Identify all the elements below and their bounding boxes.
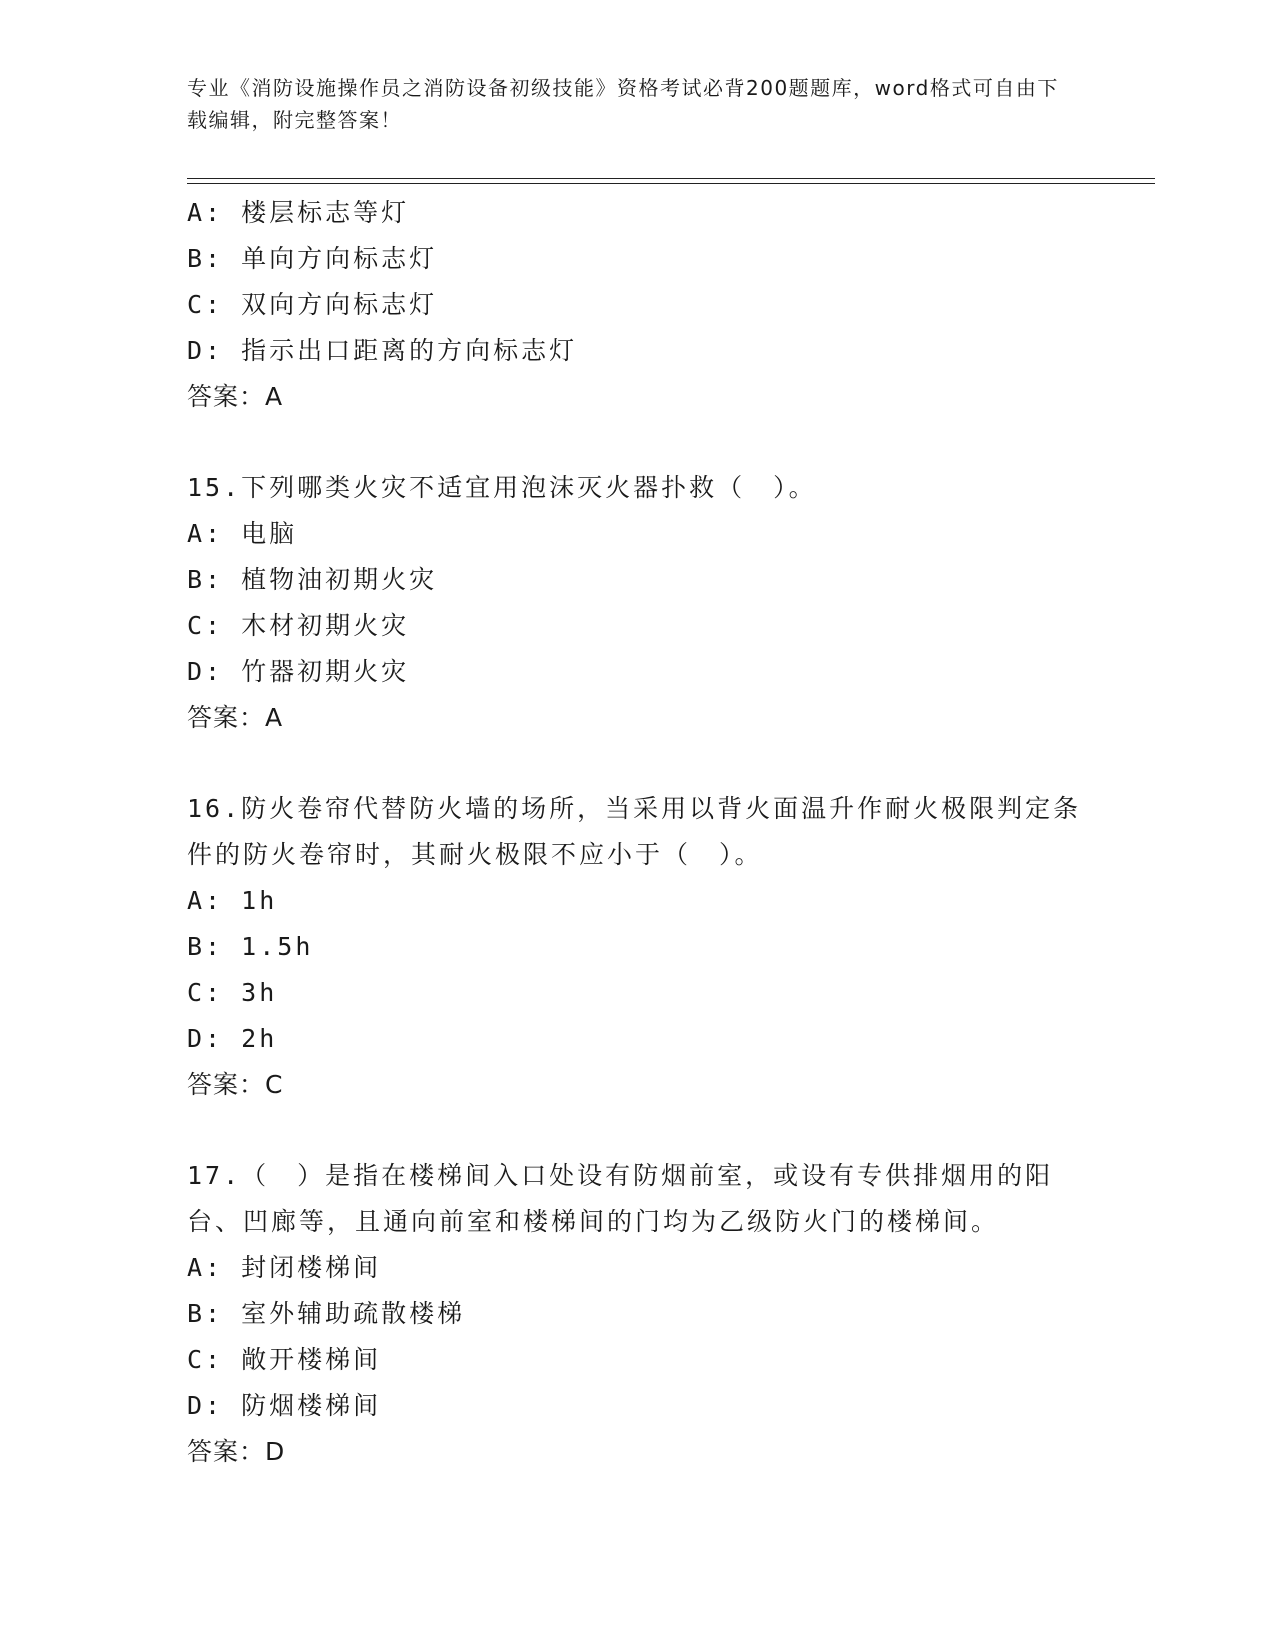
header-divider-top [187, 178, 1155, 179]
answer-line: 答案：A [187, 382, 284, 411]
question-stem: 17.（ ）是指在楼梯间入口处设有防烟前室，或设有专供排烟用的阳台、凹廊等，且通向前室和楼梯间的门均为乙级防火门的楼梯间。 [187, 1161, 1054, 1236]
option-c: C: 双向方向标志灯 [187, 290, 438, 319]
answer-line: 答案：C [187, 1070, 284, 1099]
option-c: C: 敞开楼梯间 [187, 1345, 382, 1374]
header-divider-bottom [187, 183, 1155, 184]
question-stem: 16.防火卷帘代替防火墙的场所，当采用以背火面温升作耐火极限判定条件的防火卷帘时，其耐火极限不应小于（ ）。 [187, 794, 1082, 869]
question-block-16 [187, 786, 1087, 1108]
question-block-15 [187, 465, 1087, 741]
option-b: B: 室外辅助疏散楼梯 [187, 1299, 466, 1328]
option-a: A: 1h [187, 886, 278, 915]
question-content [187, 190, 1087, 1475]
answer-line: 答案：D [187, 1437, 286, 1466]
answer-line: 答案：A [187, 703, 284, 732]
question-block-17 [187, 1153, 1087, 1475]
option-b: B: 1.5h [187, 932, 314, 961]
option-c: C: 木材初期火灾 [187, 611, 410, 640]
option-c: C: 3h [187, 978, 278, 1007]
option-d: D: 竹器初期火灾 [187, 657, 410, 686]
question-block-14 [187, 190, 1087, 420]
option-b: B: 植物油初期火灾 [187, 565, 438, 594]
option-a: A: 封闭楼梯间 [187, 1253, 382, 1282]
page-header: 专业《消防设施操作员之消防设备初级技能》资格考试必背200题题库，word格式可自由下载编辑，附完整答案！ [187, 76, 1059, 132]
option-d: D: 防烟楼梯间 [187, 1391, 382, 1420]
option-d: D: 指示出口距离的方向标志灯 [187, 336, 578, 365]
question-stem: 15.下列哪类火灾不适宜用泡沫灭火器扑救（ ）。 [187, 473, 817, 502]
option-a: A: 电脑 [187, 519, 298, 548]
option-d: D: 2h [187, 1024, 278, 1053]
option-b: B: 单向方向标志灯 [187, 244, 438, 273]
option-a: A: 楼层标志等灯 [187, 198, 410, 227]
